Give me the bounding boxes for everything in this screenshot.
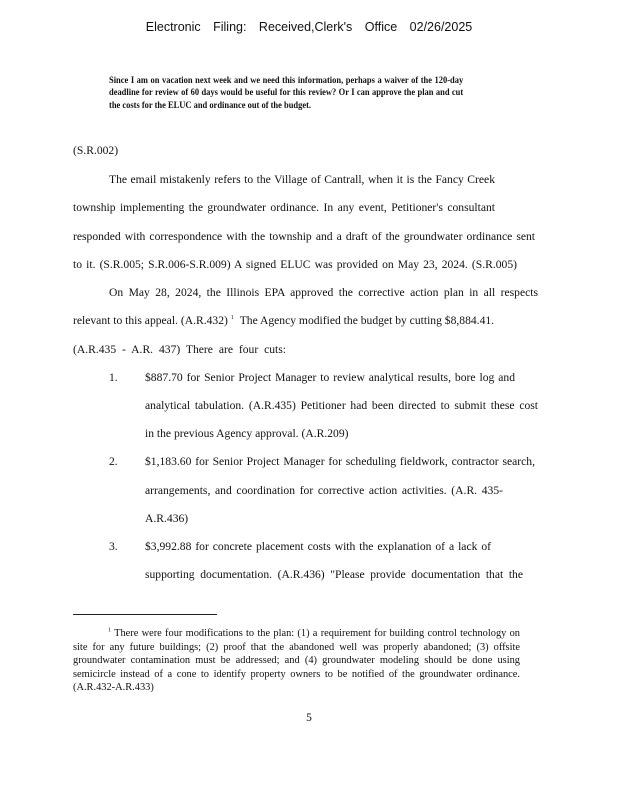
list-item-line: analytical tabulation. (A.R.435) Petitioner had been directed to submit these cost — [145, 399, 538, 412]
list-number: 3. — [109, 540, 118, 553]
footnote-body — [73, 627, 520, 695]
list-item-line: supporting documentation. (A.R.436) "Please provide documentation that the — [145, 568, 523, 581]
body-line: On May 28, 2024, the Illinois EPA approved the corrective action plan in all respects — [109, 286, 538, 299]
footnote-divider — [73, 614, 217, 615]
list-item-line: arrangements, and coordination for corrective action activities. (A.R. 435- — [145, 484, 503, 497]
list-item-line: $3,992.88 for concrete placement costs with the explanation of a lack of — [145, 540, 491, 553]
footnote — [73, 627, 520, 695]
body-line: (A.R.435 - A.R. 437) There are four cuts: — [73, 343, 287, 356]
block-quote: Since I am on vacation next week and we need this information, perhaps a waiver of the 120-day deadline for review of 60 days would be useful for this review? Or I can approve the plan and cut the costs for the ELUC and ordinance out of the budget. — [109, 75, 464, 110]
footnote-number: 1 — [108, 627, 111, 634]
filing-header: Electronic Filing: Received,Clerk's Office 02/26/2025 — [145, 20, 473, 34]
citation-sr002: (S.R.002) — [73, 144, 119, 157]
body-line: The Agency modified the budget by cutting $8,884.41. — [239, 314, 495, 327]
footnote-marker: 1 — [230, 315, 234, 322]
footnote-text: There were four modifications to the plan: (1) a requirement for building control technology on site for any future buildings; (2) proof that the abandoned well was properly abandoned; (3) offsite groundwater contamination must be addressed; and (4) groundwater modeling should be done using semicircle instead of a cone to identify property owners to be notified of the groundwater ordinance. (A.R.432-A.R.433) — [73, 628, 520, 694]
body-line: relevant to this appeal. (A.R.432) — [73, 314, 228, 327]
list-item-line: A.R.436) — [145, 512, 189, 525]
body-line: The email mistakenly refers to the Village of Cantrall, when it is the Fancy Creek — [109, 173, 495, 186]
page-number: 5 — [306, 712, 312, 724]
list-number: 1. — [109, 371, 118, 384]
list-item-line: $887.70 for Senior Project Manager to review analytical results, bore log and — [145, 371, 515, 384]
body-line-with-footnote — [73, 314, 494, 328]
body-line: to it. (S.R.005; S.R.006-S.R.009) A signed ELUC was provided on May 23, 2024. (S.R.005) — [73, 258, 517, 271]
list-item-line: in the previous Agency approval. (A.R.209) — [145, 427, 349, 440]
list-item-line: $1,183.60 for Senior Project Manager for scheduling fieldwork, contractor search, — [145, 455, 535, 468]
list-number: 2. — [109, 455, 118, 468]
body-line: township implementing the groundwater ordinance. In any event, Petitioner's consultant — [73, 201, 495, 214]
body-line: responded with correspondence with the township and a draft of the groundwater ordinance sent — [73, 230, 535, 243]
